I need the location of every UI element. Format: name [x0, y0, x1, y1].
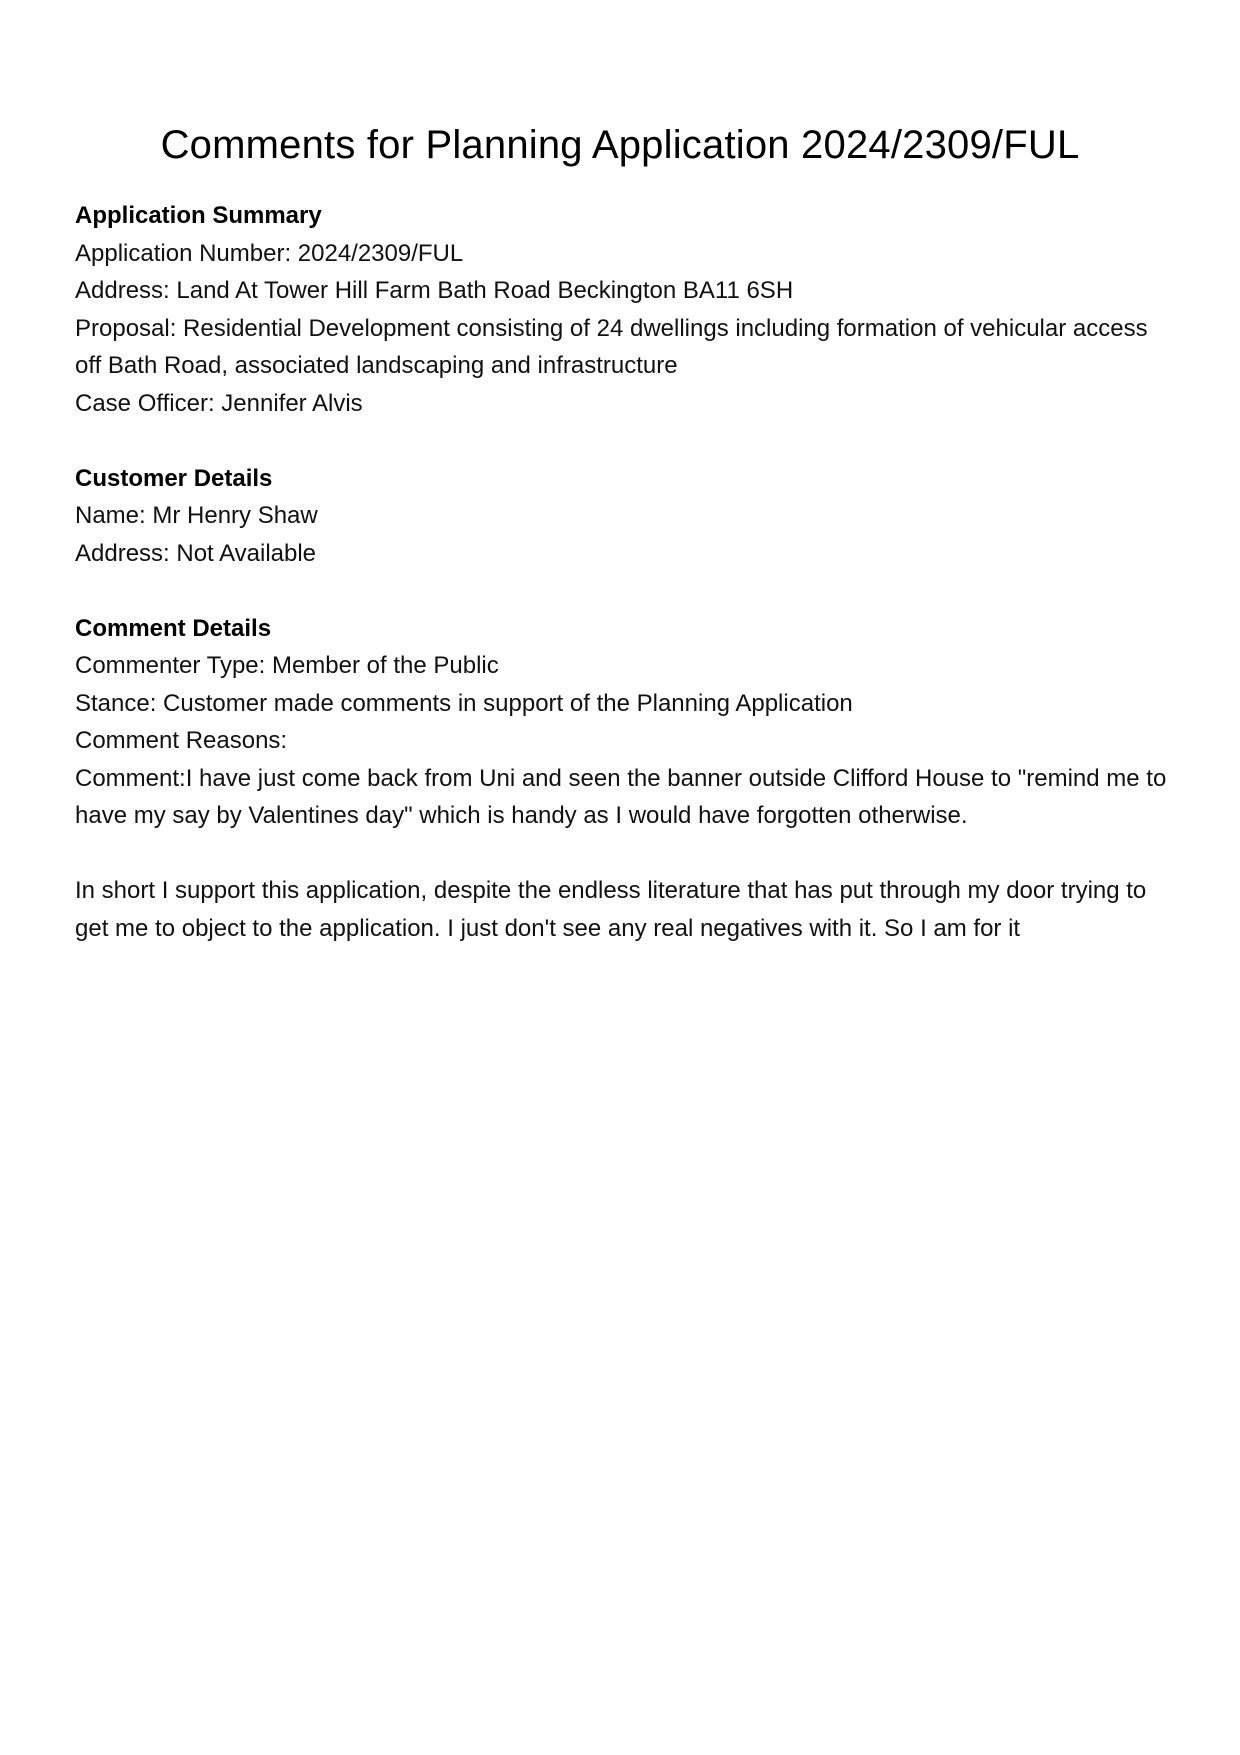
- customer-address: Address: Not Available: [75, 539, 317, 567]
- customer-details-heading: Customer Details: [75, 464, 273, 492]
- comment-text-continued: In short I support this application, despite the endless literature that has put through my door trying to get me to object to the application. I just don't see any real negatives with it. So I am for it: [75, 877, 1147, 942]
- comment-reasons: Comment Reasons:: [75, 727, 288, 754]
- application-number: Application Number: 2024/2309/FUL: [75, 239, 464, 267]
- comment-details-heading: Comment Details: [75, 614, 272, 642]
- comment-details-section: [75, 610, 1175, 948]
- customer-name: Name: Mr Henry Shaw: [75, 502, 318, 529]
- document-body: [75, 197, 1175, 947]
- comment-stance: Stance: Customer made comments in support of the Planning Application: [75, 689, 853, 717]
- application-proposal: Proposal: Residential Development consisting of 24 dwellings including formation of vehicular access off Bath Road, associated landscaping and infrastructure: [75, 314, 1148, 379]
- application-summary-heading: Application Summary: [75, 202, 322, 229]
- comment-text: Comment:I have just come back from Uni and seen the banner outside Clifford House to "remind me to have my say by Valentines day" which is handy as I would have forgotten otherwise.: [75, 764, 1167, 829]
- paragraph-gap: [75, 835, 1175, 873]
- page-title: Comments for Planning Application 2024/2309/FUL: [160, 122, 1080, 167]
- application-summary-section: [75, 197, 1175, 422]
- customer-details-section: [75, 460, 1175, 573]
- case-officer: Case Officer: Jennifer Alvis: [75, 389, 363, 417]
- application-address: Address: Land At Tower Hill Farm Bath Road Beckington BA11 6SH: [75, 277, 794, 304]
- commenter-type: Commenter Type: Member of the Public: [75, 652, 499, 679]
